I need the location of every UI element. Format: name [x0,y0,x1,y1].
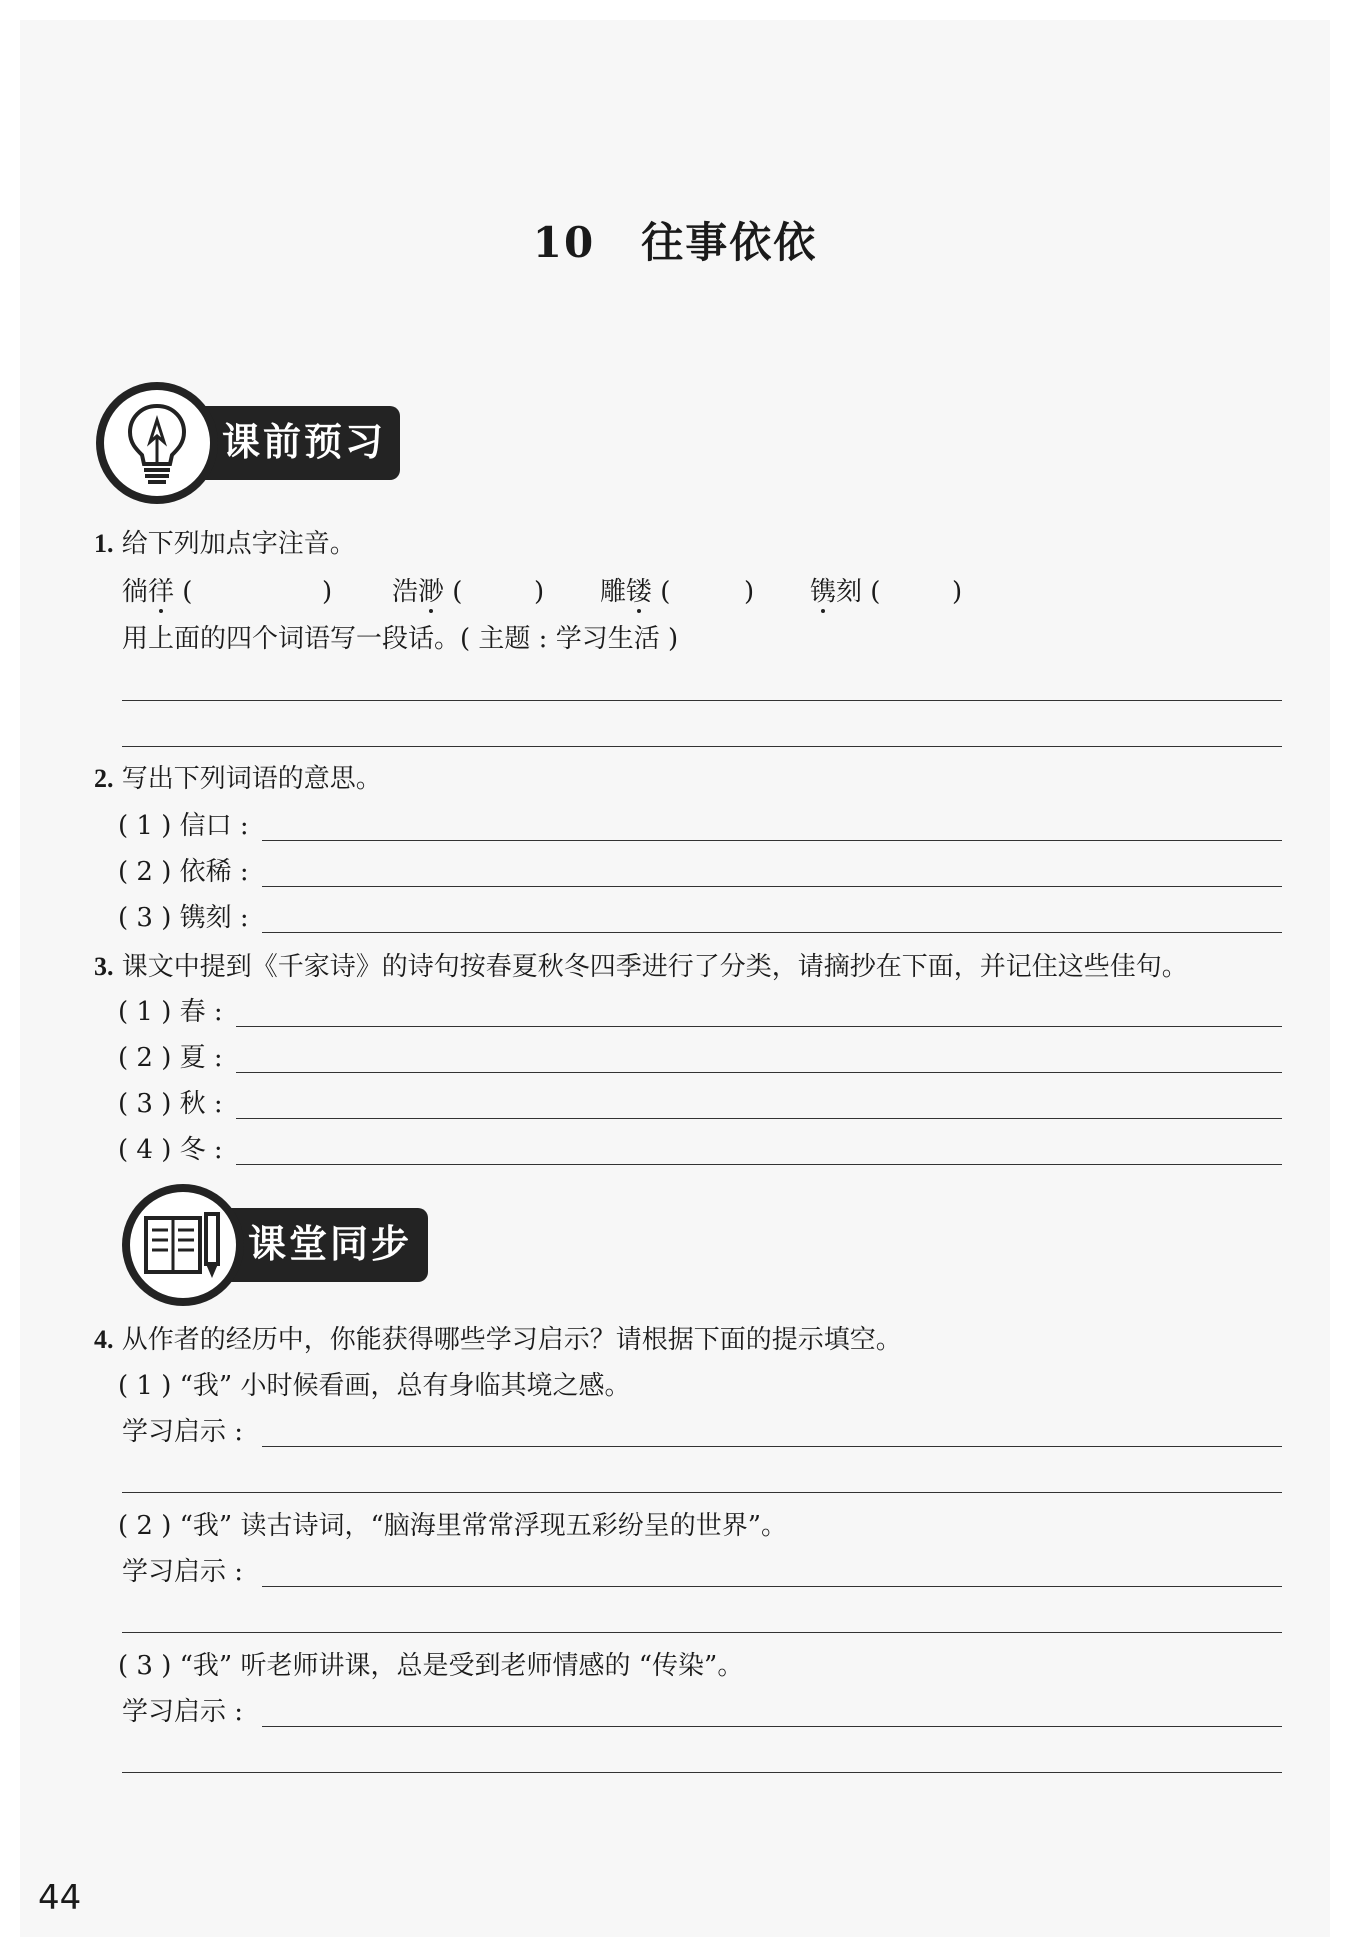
answer-line[interactable] [122,700,1282,701]
book-pencil-icon [142,1212,224,1280]
question-4 [94,1323,902,1357]
answer-line[interactable] [236,1072,1282,1073]
answer-line[interactable] [236,1164,1282,1165]
q4-answer-label: 学习启示 : [122,1697,244,1727]
answer-line[interactable] [262,840,1282,841]
page-number: 44 [38,1878,82,1918]
dotted-char: 渺 [418,577,445,607]
question-1-text: 给下列加点字注音。 [121,529,356,559]
answer-line[interactable] [236,1026,1282,1027]
dotted-char: 镌 [810,577,837,607]
q2-item [118,901,1282,935]
pinyin-blank-1[interactable]: ) [322,577,333,607]
question-1-number: 1. [94,529,114,558]
answer-line[interactable] [122,1632,1282,1633]
answer-line[interactable] [122,1492,1282,1493]
word-1: 徜徉 ( [122,577,193,607]
pinyin-blank-4[interactable]: ) [952,577,963,607]
q4-answer-row [122,1555,1282,1589]
answer-line[interactable] [122,746,1282,747]
q3-item [118,1133,1282,1167]
pinyin-words [122,575,1022,609]
q4-prompt: ( 1 ) “我” 小时候看画，总有身临其境之感。 [118,1371,631,1401]
answer-line[interactable] [262,1446,1282,1447]
answer-line[interactable] [262,886,1282,887]
q3-item [118,995,1282,1029]
question-2 [94,762,382,796]
question-4-number: 4. [94,1325,114,1354]
q2-item [118,809,1282,843]
question-3-number: 3. [94,952,114,981]
word-4: 镌刻 ( [810,577,881,607]
q2-item-label: ( 2 ) 依稀 : [118,857,249,887]
answer-line[interactable] [236,1118,1282,1119]
section-label-classroom: 课堂同步 [222,1208,428,1282]
pinyin-blank-2[interactable]: ) [534,577,545,607]
answer-line[interactable] [262,932,1282,933]
question-2-text: 写出下列词语的意思。 [121,764,382,794]
q3-item [118,1041,1282,1075]
question-4-text: 从作者的经历中，你能获得哪些学习启示？请根据下面的提示填空。 [121,1325,902,1355]
section-label-preview: 课前预习 [196,406,400,480]
question-3-text: 课文中提到《千家诗》的诗句按春夏秋冬四季进行了分类，请摘抄在下面，并记住这些佳句。 [121,952,1188,982]
q4-answer-label: 学习启示 : [122,1417,244,1447]
lesson-name: 往事依依 [641,218,818,267]
dotted-char: 徉 [148,577,175,607]
q2-item-label: ( 1 ) 信口 : [118,811,249,841]
answer-line[interactable] [262,1726,1282,1727]
dotted-char: 镂 [626,577,653,607]
section-badge-preview [96,382,406,507]
q2-item-label: ( 3 ) 镌刻 : [118,903,249,933]
q3-item-label: ( 3 ) 秋 : [118,1089,223,1119]
lesson-title [0,210,1350,270]
q4-answer-row [122,1695,1282,1729]
answer-line[interactable] [262,1586,1282,1587]
question-3 [94,950,1188,984]
question-1 [94,527,356,561]
word-2: 浩渺 ( [392,577,463,607]
answer-line[interactable] [122,1772,1282,1773]
q3-item-label: ( 1 ) 春 : [118,997,223,1027]
section-badge-classroom [122,1184,434,1309]
pinyin-blank-3[interactable]: ) [744,577,755,607]
word-3: 雕镂 ( [600,577,671,607]
q3-item-label: ( 4 ) 冬 : [118,1135,223,1165]
q2-item [118,855,1282,889]
question-2-number: 2. [94,764,114,793]
q4-answer-label: 学习启示 : [122,1557,244,1587]
lightbulb-icon [120,400,194,486]
q4-prompt: ( 2 ) “我” 读古诗词，“脑海里常常浮现五彩纷呈的世界”。 [118,1511,788,1541]
question-1-instruction: 用上面的四个词语写一段话。( 主题 : 学习生活 ) [122,624,679,654]
q3-item-label: ( 2 ) 夏 : [118,1043,223,1073]
q4-prompt: ( 3 ) “我” 听老师讲课，总是受到老师情感的 “传染”。 [118,1651,744,1681]
q3-item [118,1087,1282,1121]
lesson-number: 10 [532,218,596,267]
q4-answer-row [122,1415,1282,1449]
